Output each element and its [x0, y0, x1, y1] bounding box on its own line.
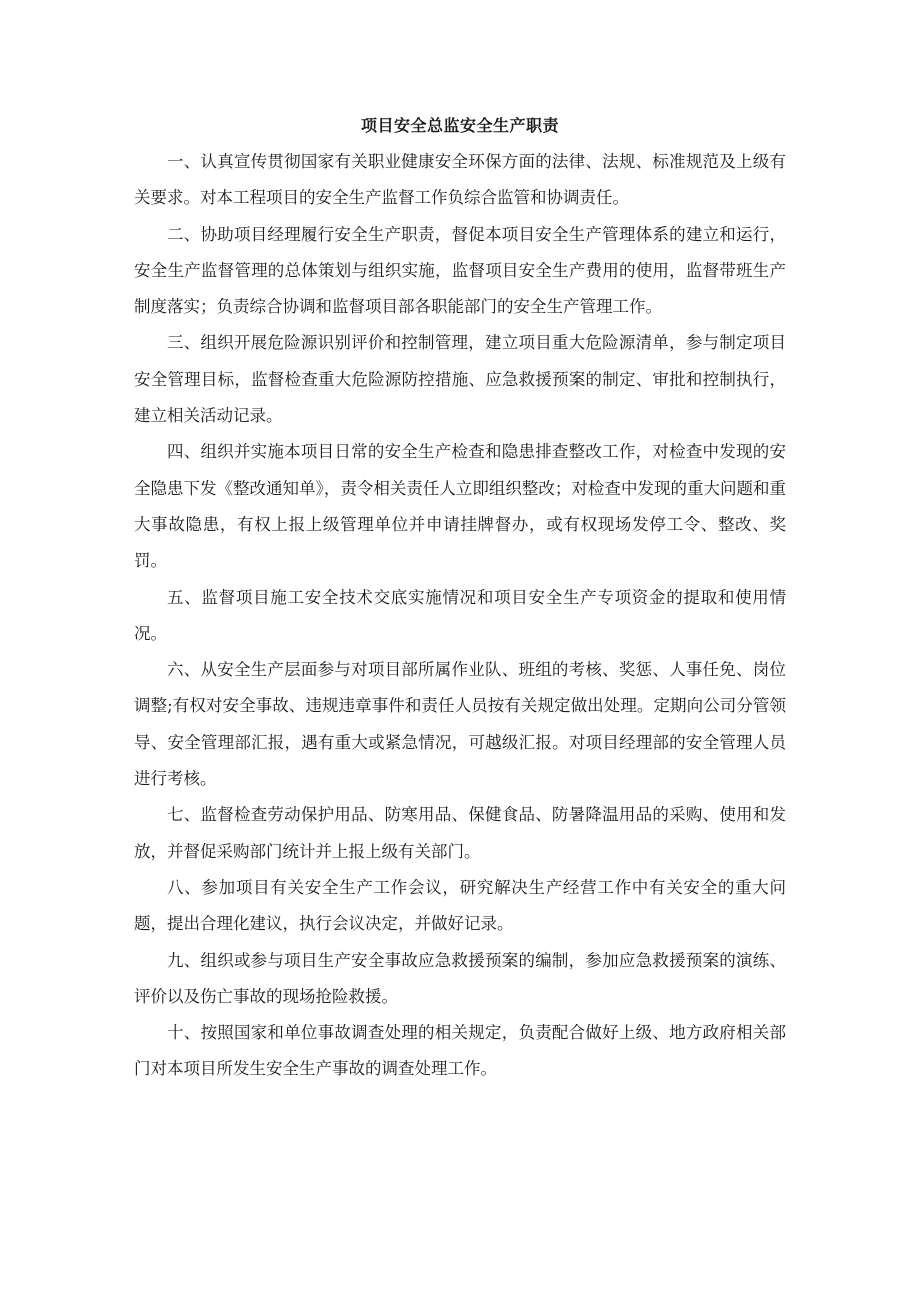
- paragraph-7: 七、监督检查劳动保护用品、防寒用品、保健食品、防暑降温用品的采购、使用和发放，并督促采购部门统计并上报上级有关部门。: [134, 805, 786, 861]
- paragraph-6: 六、从安全生产层面参与对项目部所属作业队、班组的考核、奖惩、人事任免、岗位调整;有权对安全事故、违规违章事件和责任人员按有关规定做出处理。定期向公司分管领导、安全管理部汇报，遇有重大或紧急情况，可越级汇报。对项目经理部的安全管理人员进行考核。: [134, 660, 786, 789]
- paragraph-10: 十、按照国家和单位事故调查处理的相关规定，负责配合做好上级、地方政府相关部门对本项目所发生安全生产事故的调查处理工作。: [134, 1023, 786, 1079]
- paragraph-9: 九、组织或参与项目生产安全事故应急救援预案的编制，参加应急救援预案的演练、评价以及伤亡事故的现场抢险救援。: [134, 950, 786, 1006]
- paragraph-8: 八、参加项目有关安全生产工作会议，研究解决生产经营工作中有关安全的重大问题，提出合理化建议，执行会议决定，并做好记录。: [134, 877, 786, 934]
- paragraph-3: 三、组织开展危险源识别评价和控制管理，建立项目重大危险源清单，参与制定项目安全管理目标，监督检查重大危险源防控措施、应急救援预案的制定、审批和控制执行，建立相关活动记录。: [134, 333, 786, 426]
- paragraph-5: 五、监督项目施工安全技术交底实施情况和项目安全生产专项资金的提取和使用情况。: [134, 587, 786, 643]
- paragraph-2: 二、协助项目经理履行安全生产职责，督促本项目安全生产管理体系的建立和运行，安全生产监督管理的总体策划与组织实施，监督项目安全生产费用的使用，监督带班生产制度落实；负责综合协调和监督项目部各职能部门的安全生产管理工作。: [134, 224, 786, 317]
- document-title: 项目安全总监安全生产职责: [360, 116, 559, 135]
- paragraph-4: 四、组织并实施本项目日常的安全生产检查和隐患排查整改工作，对检查中发现的安全隐患下发《整改通知单》，责令相关责任人立即组织整改；对检查中发现的重大问题和重大事故隐患，有权上报上级管理单位并申请挂牌督办，或有权现场发停工令、整改、奖罚。: [134, 442, 786, 571]
- document-page: [134, 108, 786, 1088]
- paragraph-1: 一、认真宣传贯彻国家有关职业健康安全环保方面的法律、法规、标准规范及上级有关要求。对本工程项目的安全生产监督工作负综合监管和协调责任。: [134, 152, 786, 208]
